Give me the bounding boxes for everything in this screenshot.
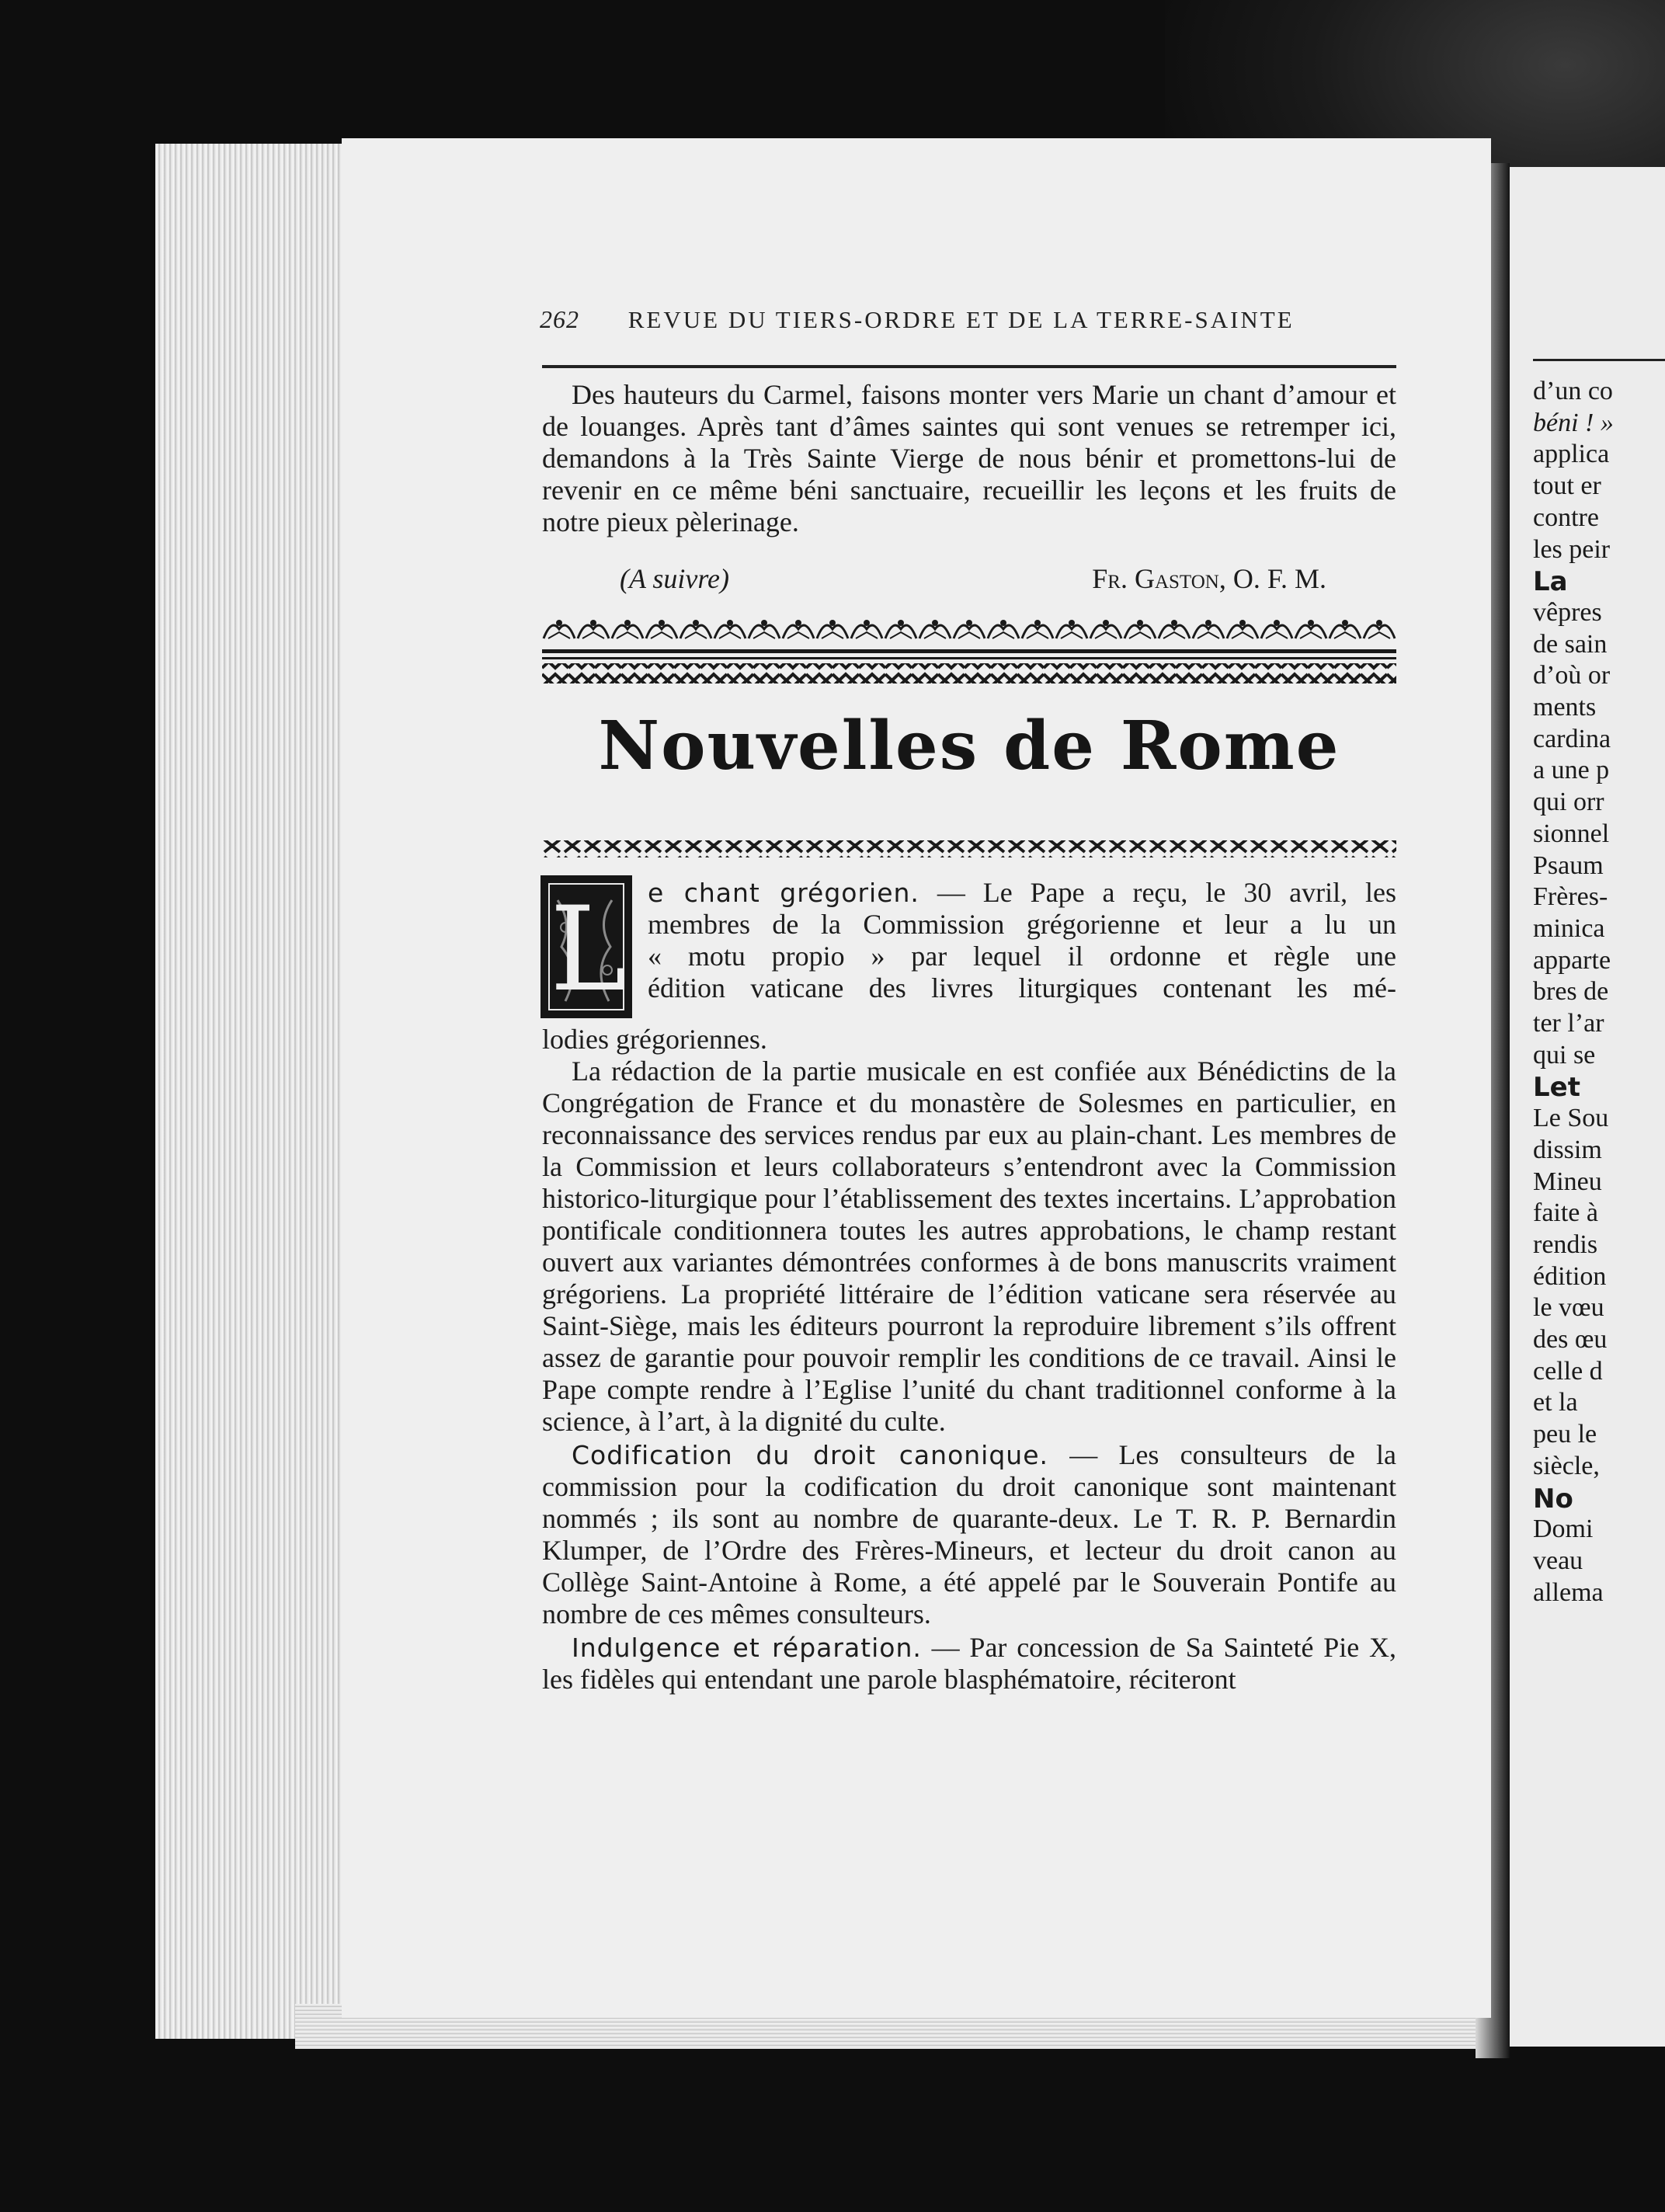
facing-page-line: rendis	[1533, 1229, 1598, 1259]
continued-note: (A suivre)	[620, 563, 729, 594]
running-title: REVUE DU TIERS-ORDRE ET DE LA TERRE-SAINTE	[627, 306, 1295, 333]
article-1-paragraph-2: La rédaction de la partie musicale en est confiée aux Bénédictins de la Congrégation de France et du monastère de Solesmes en particulier, en reconnaissance des services rendus par eux au plain-chant. Les membres de la Commission et leurs collaborateurs s’entendront avec la Commission historico-liturgique pour l’établissement des textes incertains. L’approbation pontificale conditionnera toutes les autres approbations, le champ restant ouvert aux variantes démontrées conformes à de bons manuscrits vraiment grégoriens. La propriété littéraire de l’édition vaticane sera réservée au Saint-Siège, mais les éditeurs pourront la reproduire librement s’ils offrent assez de garantie pour pouvoir remplir les conditions de ce travail. Ainsi le Pape compte rendre à l’Eglise l’unité du chant traditionnel conforme à la science, à l’art, à la dignité du culte.	[542, 1056, 1396, 1437]
header-rule	[542, 365, 1396, 368]
facing-page-line: faite à	[1533, 1198, 1598, 1228]
facing-page-line: édition	[1533, 1261, 1607, 1291]
facing-page-line: Mineu	[1533, 1167, 1602, 1196]
facing-page-line: La	[1533, 566, 1568, 598]
facing-page-line: veau	[1533, 1546, 1583, 1575]
facing-page-line: vêpres	[1533, 597, 1602, 627]
facing-page-line: contre	[1533, 503, 1599, 532]
facing-page-line: sionnel	[1533, 819, 1610, 848]
drop-cap	[541, 875, 632, 1018]
facing-page-line: applica	[1533, 440, 1610, 469]
title-ornament-rule	[542, 837, 1396, 861]
facing-page-line: No	[1533, 1483, 1573, 1515]
article-3-text: — Par concession de Sa Sainteté Pie X, les fidèles qui entendant une parole blasphématoire, réciteront	[542, 1632, 1396, 1695]
facing-page-line: qui se	[1533, 1040, 1596, 1069]
facing-page-line: allema	[1533, 1577, 1604, 1607]
section-title: Nouvelles de Rome	[598, 707, 1340, 785]
article-1-continuation: lodies grégoriennes.	[542, 1024, 767, 1055]
article-2-text: — Les consulteurs de la commission pour la codification du droit canonique sont maintenant nommés ; ils sont au nombre de quarante-deux. Le T. R. P. Bernardin Klumper, de l’Ordre des Frères-Mineurs, et lecteur du droit canon au Collège Saint-Antoine à Rome, a été appelé par le Souverain Pontife au nombre de ces mêmes consulteurs.	[542, 1439, 1396, 1629]
article-1-lead-line-1: — Le Pape a reçu, le 30 avril, les	[919, 877, 1397, 908]
facing-page-line: Domi	[1533, 1515, 1594, 1544]
page-number: 262	[540, 305, 579, 333]
facing-page-line: d’un co	[1533, 377, 1613, 405]
facing-page	[1510, 167, 1665, 2047]
facing-page-line: béni ! »	[1533, 408, 1614, 437]
article-1-lead-line-3: « motu propio » par lequel il ordonne et règle une	[648, 941, 1396, 972]
running-head	[540, 305, 1394, 334]
facing-page-line: minica	[1533, 913, 1605, 943]
article-1-heading: e chant grégorien.	[648, 878, 919, 908]
facing-page-line: bres de	[1533, 977, 1609, 1007]
facing-page-line: a une p	[1533, 756, 1610, 785]
facing-page-line: dissim	[1533, 1135, 1602, 1164]
decorative-border	[542, 615, 1396, 708]
facing-page-line: Let	[1533, 1072, 1580, 1104]
opening-paragraph-block	[542, 379, 1396, 538]
article-1-lead-line-2: membres de la Commission grégorienne et leur a lu un	[648, 909, 1396, 940]
facing-page-line: Le Sou	[1533, 1104, 1609, 1133]
article-2-heading: Codification du droit canonique.	[572, 1440, 1048, 1470]
article-body	[542, 1024, 1396, 1696]
article-3-paragraph	[542, 1632, 1396, 1696]
facing-page-line: ter l’ar	[1533, 1009, 1604, 1038]
article-3-heading: Indulgence et réparation.	[572, 1633, 922, 1663]
facing-page-line: Frères-	[1533, 882, 1608, 912]
drop-cap-letter: L	[550, 882, 627, 1017]
facing-page-line: de sain	[1533, 629, 1608, 659]
facing-page-line: siècle,	[1533, 1451, 1600, 1480]
facing-page-line: qui orr	[1533, 788, 1604, 817]
facing-page-line: Psaum	[1533, 850, 1604, 880]
author-signature: Fr. Gaston, O. F. M.	[1092, 563, 1326, 594]
facing-page-line: des œu	[1533, 1325, 1608, 1354]
facing-page-line: ments	[1533, 693, 1597, 722]
facing-page-rule	[1533, 359, 1665, 361]
facing-page-line: le vœu	[1533, 1293, 1604, 1323]
article-1-lead-line-4: édition vaticane des livres liturgiques contenant les mé-	[648, 972, 1396, 1003]
facing-page-line: peu le	[1533, 1420, 1597, 1449]
facing-page-line: les peir	[1533, 534, 1611, 564]
facing-page-line: tout er	[1533, 471, 1601, 501]
facing-page-line: apparte	[1533, 945, 1611, 975]
opening-paragraph: Des hauteurs du Carmel, faisons monter vers Marie un chant d’amour et de louanges. Après tant d’âmes saintes qui sont venues se retremper ici, demandons à la Très Sainte Vierge de nous bénir et promettons-lui de revenir en ce même béni sanctuaire, recueillir les leçons et les fruits de notre pieux pèlerinage.	[542, 379, 1396, 537]
article-2-paragraph	[542, 1439, 1396, 1630]
book-edge-left	[155, 144, 348, 2039]
facing-page-line: celle d	[1533, 1356, 1603, 1386]
facing-page-line: et la	[1533, 1388, 1578, 1417]
facing-page-line: cardina	[1533, 724, 1611, 753]
article-1-lead	[648, 877, 1396, 1004]
facing-page-line: d’où or	[1533, 661, 1611, 690]
